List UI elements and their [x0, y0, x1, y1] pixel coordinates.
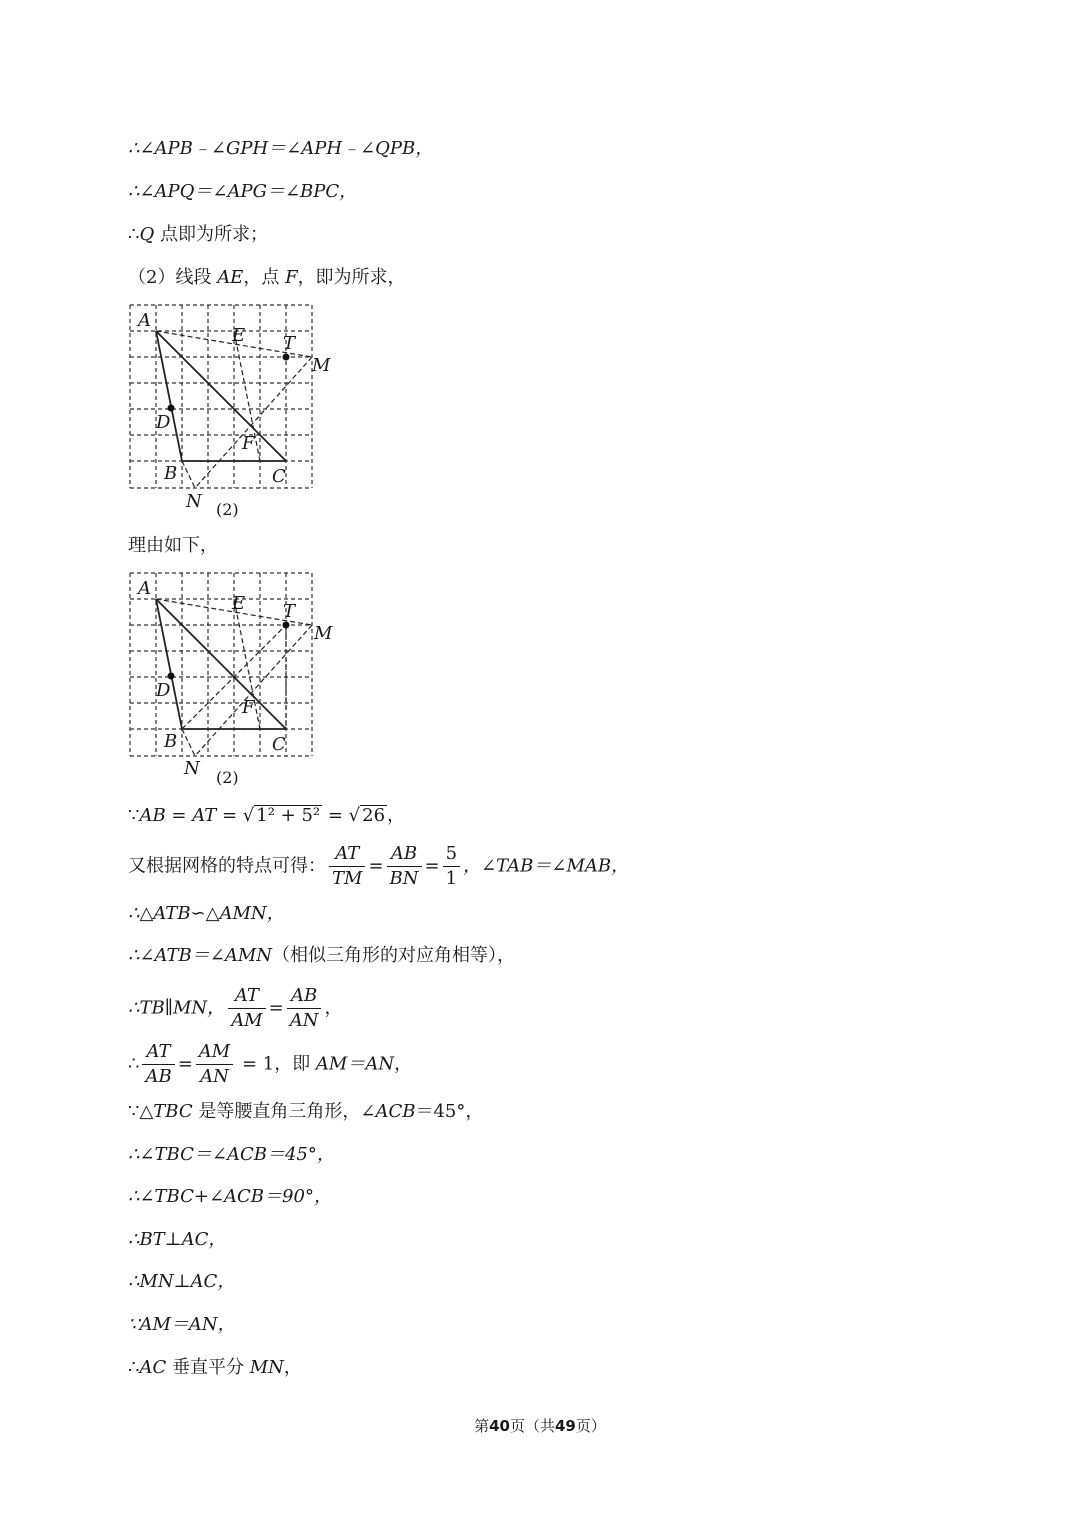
proof-line-sum: ∴∠TBC+∠ACB＝90°，: [128, 1186, 332, 1207]
denominator: 1: [445, 868, 458, 889]
math-expr: AM＝AN: [315, 1053, 395, 1075]
label-B: B: [164, 731, 178, 752]
denominator: AM: [231, 1010, 263, 1031]
equals-sign: =: [177, 1053, 193, 1075]
triangle-ABC: [156, 331, 286, 461]
proof-line-ratio: [128, 842, 629, 891]
part-2-heading: [128, 266, 406, 290]
figure-caption: (2): [216, 500, 239, 519]
fraction: [443, 842, 460, 891]
proof-line-conclusion: [128, 1356, 302, 1380]
label-D: D: [156, 412, 171, 433]
proof-line-tbc: ∴∠TBC＝∠ACB＝45°，: [128, 1144, 335, 1165]
label-A: A: [138, 578, 151, 599]
label-N: N: [184, 758, 200, 779]
current-page-number: 40: [489, 1417, 510, 1435]
proof-line-equal-ratio: [128, 1040, 412, 1089]
point-D-dot: [168, 405, 175, 412]
label-F: F: [242, 433, 255, 454]
fraction: [387, 842, 422, 891]
denominator: BN: [389, 868, 419, 889]
proof-line-bt-perp: ∴BT⊥AC，: [128, 1229, 227, 1250]
equals-sign: =: [424, 855, 440, 877]
text-run: ，点: [243, 267, 286, 288]
text-run: ，: [324, 997, 343, 1019]
fraction: [196, 1040, 233, 1089]
math-expr: AB = AT =: [139, 805, 243, 826]
text-run: 点即为所求；: [154, 224, 268, 245]
label-M: M: [312, 355, 331, 376]
denominator: AB: [145, 1066, 172, 1087]
numerator: AT: [142, 1040, 174, 1065]
because-symbol: ∵△: [128, 1101, 154, 1122]
therefore-symbol: ∴: [128, 224, 140, 245]
label-M: M: [314, 623, 333, 644]
label-A: A: [138, 310, 151, 331]
text-run: ，: [387, 805, 406, 826]
footer-text: 页（共: [509, 1417, 555, 1435]
denominator: AN: [289, 1010, 319, 1031]
label-B: B: [164, 463, 178, 484]
label-N: N: [186, 491, 202, 512]
text-run: ＝45°，: [415, 1101, 484, 1122]
math-expr: =: [322, 805, 349, 826]
sqrt-radicand: 26: [362, 805, 386, 826]
equals-sign: =: [268, 997, 284, 1019]
numerator: AT: [228, 984, 265, 1009]
because-symbol: ∵: [128, 805, 140, 826]
numerator: 5: [443, 842, 460, 867]
proof-line-similar: ∴△ATB∽△AMN，: [128, 903, 285, 924]
text-run: 是等腰直角三角形，: [192, 1101, 361, 1122]
proof-line-angle: [128, 944, 515, 968]
geometry-figure-2: [118, 563, 358, 798]
text-run: ，即为所求，: [297, 267, 406, 288]
point-D-dot: [168, 673, 175, 680]
label-T: T: [283, 333, 296, 354]
text-run: （2）线段: [128, 267, 218, 288]
proof-line-ab-at: ∵AB = AT = √ 1² + 5² = √ 26 ，: [128, 805, 406, 826]
footer-text: 页）: [575, 1417, 606, 1435]
denominator: AN: [200, 1066, 229, 1087]
numerator: AM: [196, 1040, 233, 1065]
math-var: MN: [249, 1357, 284, 1378]
proof-line-parallel: [128, 984, 342, 1033]
fraction: [287, 984, 322, 1033]
label-E: E: [232, 593, 246, 614]
numerator: AT: [329, 842, 365, 867]
label-T: T: [283, 601, 296, 622]
total-page-count: 49: [555, 1417, 576, 1435]
label-C: C: [272, 734, 286, 755]
step-line-3: [128, 223, 268, 247]
label-D: D: [156, 680, 171, 701]
proof-line-am-an: ∵AM＝AN，: [128, 1314, 236, 1335]
text-run: ，: [394, 1053, 413, 1075]
fraction: [142, 1040, 174, 1089]
triangle-ABC: [156, 599, 286, 729]
numerator: AB: [387, 842, 422, 867]
footer-text: 第: [474, 1417, 490, 1435]
step-line-1: ∴∠APB﹣∠GPH＝∠APH﹣∠QPB，: [128, 138, 434, 159]
denominator: TM: [332, 868, 363, 889]
grid-diagram-2: [118, 563, 358, 793]
math-var: TBC: [153, 1101, 193, 1122]
figure-caption: (2): [216, 768, 239, 787]
sqrt-radicand: 1² + 5²: [256, 805, 321, 826]
proof-line-isosceles: [128, 1100, 483, 1124]
label-F: F: [242, 697, 255, 718]
text-run: 又根据网格的特点可得：: [128, 855, 326, 877]
equals-sign: =: [368, 855, 384, 877]
point-T-dot: [283, 354, 290, 361]
math-var: AC: [139, 1357, 167, 1378]
text-run: ，∠TAB＝∠MAB，: [463, 855, 630, 877]
text-run: ，: [283, 1357, 302, 1378]
step-line-2: ∴∠APQ＝∠APG＝∠BPC，: [128, 181, 358, 202]
label-C: C: [272, 466, 286, 487]
geometry-figure-1: [118, 295, 358, 530]
numerator: AB: [287, 984, 322, 1009]
text-run: = 1，即: [236, 1053, 316, 1075]
math-var: AE: [217, 267, 244, 288]
page-footer: [0, 1415, 1080, 1436]
therefore-symbol: ∴: [128, 1357, 140, 1378]
math-expr: ∴TB∥MN，: [128, 997, 226, 1019]
reason-intro: 理由如下，: [128, 535, 218, 556]
point-T-dot: [283, 622, 290, 629]
fraction: [228, 984, 265, 1033]
math-expr: ∠ACB: [360, 1101, 416, 1122]
math-var: F: [285, 267, 298, 288]
label-E: E: [232, 325, 246, 346]
grid-diagram-1: [118, 295, 358, 525]
therefore-symbol: ∴: [128, 1053, 140, 1075]
text-run: （相似三角形的对应角相等），: [272, 945, 516, 966]
math-var: Q: [139, 224, 155, 245]
fraction: [329, 842, 365, 891]
text-run: 垂直平分: [166, 1357, 250, 1378]
math-expr: ∴∠ATB＝∠AMN: [128, 945, 273, 966]
proof-line-mn-perp: ∴MN⊥AC，: [128, 1271, 236, 1292]
